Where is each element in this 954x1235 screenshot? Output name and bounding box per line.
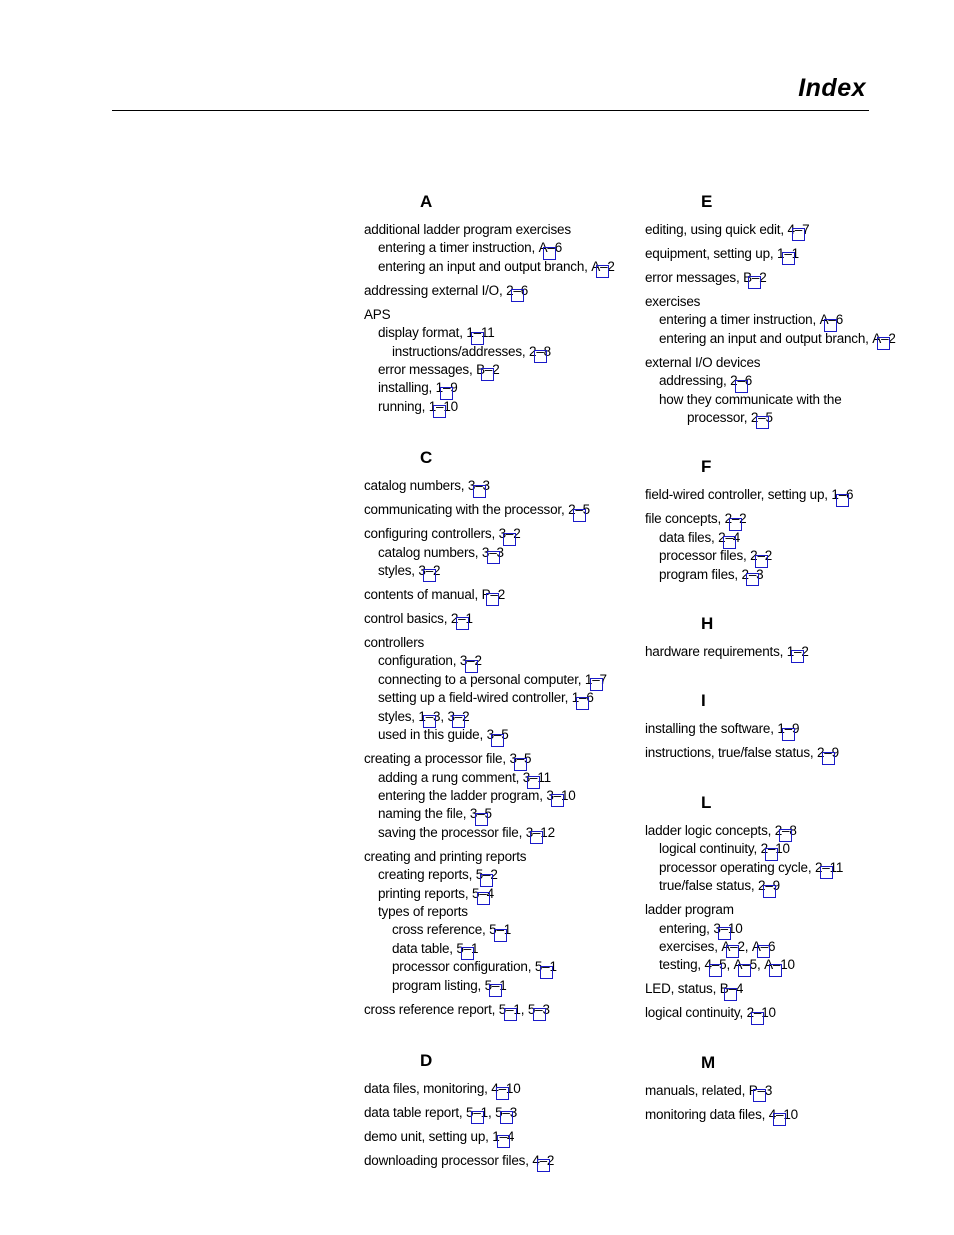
- index-entry-text: downloading processor files,: [364, 1152, 529, 1168]
- page-reference-link[interactable]: A–2: [591, 258, 614, 276]
- page-reference-link[interactable]: 4–2: [532, 1152, 554, 1170]
- page-reference-link[interactable]: 2–2: [750, 547, 772, 565]
- index-entry-text: file concepts,: [645, 511, 721, 527]
- index-entry: [364, 671, 626, 689]
- page-reference-link[interactable]: 2–6: [730, 372, 752, 390]
- index-entry: [645, 643, 935, 661]
- index-entry-text: exercises: [645, 294, 701, 309]
- index-entry-text: installing,: [378, 380, 433, 396]
- page-reference-link[interactable]: 3–5: [470, 805, 492, 823]
- index-entry: [364, 343, 626, 361]
- page-reference-link[interactable]: A–2: [721, 938, 744, 956]
- index-entry: [364, 477, 626, 495]
- page-reference-link[interactable]: 3–11: [523, 769, 551, 787]
- index-entry: [645, 920, 935, 938]
- index-entry: [645, 1004, 935, 1022]
- index-entry: [645, 980, 935, 998]
- index-entry-text: entering a timer instruction,: [659, 312, 817, 328]
- index-entry: [364, 501, 626, 519]
- index-entry-text: entering an input and output branch,: [659, 330, 869, 346]
- index-entry: [364, 379, 626, 397]
- index-entry: [364, 921, 626, 939]
- index-entry-text: field-wired controller, setting up,: [645, 487, 828, 503]
- index-entry-text: cross reference report,: [364, 1001, 496, 1017]
- index-entry-text: demo unit, setting up,: [364, 1128, 489, 1144]
- ref-separator: ,: [487, 1104, 496, 1120]
- page-reference-link[interactable]: 2–10: [747, 1004, 776, 1022]
- index-entry-text: instructions/addresses,: [392, 343, 526, 359]
- index-entry-text: manuals, related,: [645, 1082, 746, 1098]
- index-entry: [364, 769, 626, 787]
- index-entry: [364, 787, 626, 805]
- page-reference-link[interactable]: A–6: [820, 311, 843, 329]
- index-entry-text: configuration,: [378, 653, 457, 669]
- index-entry-text: ladder logic concepts,: [645, 822, 772, 838]
- index-entry-text: used in this guide,: [378, 727, 484, 743]
- index-entry-text: processor,: [687, 410, 748, 426]
- ref-separator: ,: [744, 938, 752, 954]
- index-entry: [364, 610, 626, 628]
- index-entry-text: how they communicate with the: [659, 391, 842, 407]
- index-column-right: [645, 190, 935, 1136]
- index-entry-text: editing, using quick edit,: [645, 222, 784, 237]
- index-entry-text: styles,: [378, 708, 415, 724]
- index-section-c: [364, 446, 626, 1019]
- index-entry: [645, 391, 935, 409]
- index-entry-text: program files,: [659, 566, 738, 582]
- page-reference-link[interactable]: 1–10: [429, 398, 458, 416]
- index-entry: [364, 977, 626, 995]
- index-entry: [645, 293, 935, 311]
- index-entry-text: monitoring data files,: [645, 1106, 766, 1122]
- page-title: Index: [798, 74, 866, 102]
- page-reference-link[interactable]: 5–4: [472, 885, 494, 903]
- index-entry-text: equipment, setting up,: [645, 246, 774, 261]
- index-entry-text: running,: [378, 398, 426, 414]
- page-reference-link[interactable]: 2–9: [758, 877, 780, 895]
- index-column-left: [364, 190, 626, 1182]
- page-reference-link[interactable]: B–2: [743, 269, 766, 287]
- page-reference-link[interactable]: 5–3: [528, 1001, 550, 1019]
- index-entry: [364, 324, 626, 342]
- section-letter: E: [701, 192, 713, 211]
- section-letter: A: [420, 192, 433, 211]
- index-entry: [364, 398, 626, 416]
- index-entry: [364, 1104, 626, 1122]
- index-entry: [645, 720, 935, 738]
- index-entry: [364, 306, 626, 324]
- page-reference-link[interactable]: A–5: [734, 956, 757, 974]
- index-entry-text: control basics,: [364, 611, 448, 627]
- index-entry: [364, 1080, 626, 1098]
- index-section-l: [645, 791, 935, 1023]
- page-reference-link[interactable]: A–2: [872, 330, 895, 348]
- index-entry: [364, 634, 626, 652]
- ref-separator: ,: [756, 957, 765, 973]
- section-letter: L: [701, 792, 712, 812]
- index-entry-text: processor files,: [659, 548, 747, 564]
- page-reference-link[interactable]: 2–5: [568, 501, 590, 519]
- index-entry-text: LED, status,: [645, 981, 717, 997]
- index-entry: [364, 544, 626, 562]
- index-entry-text: error messages,: [645, 270, 740, 285]
- index-entry: [364, 750, 626, 768]
- index-entry: [645, 372, 935, 390]
- index-entry: [645, 744, 935, 762]
- page-reference-link[interactable]: 2–11: [815, 859, 843, 877]
- index-entry: [364, 652, 626, 670]
- page-reference-link[interactable]: 3–12: [526, 824, 555, 842]
- page-reference-link[interactable]: 4–5: [705, 956, 727, 974]
- page-reference-link[interactable]: A–6: [752, 938, 775, 956]
- index-entry: [645, 840, 935, 858]
- index-section-a: [364, 190, 626, 416]
- page-reference-link[interactable]: 4–7: [787, 221, 809, 239]
- section-letter: D: [420, 1050, 433, 1070]
- page-reference-link[interactable]: 5–1: [489, 921, 511, 939]
- ref-separator: ,: [440, 708, 448, 724]
- index-entry: [645, 822, 935, 840]
- index-entry-text: data files, monitoring,: [364, 1080, 488, 1096]
- page-reference-link[interactable]: 2–4: [718, 529, 740, 547]
- index-entry-text: entering the ladder program,: [378, 787, 543, 803]
- index-entry-text: connecting to a personal computer,: [378, 671, 582, 687]
- index-entry-text: installing the software,: [645, 721, 774, 737]
- index-entry: [364, 361, 626, 379]
- index-entry: [364, 824, 626, 842]
- index-entry-text: logical continuity,: [659, 841, 758, 857]
- index-entry: [364, 258, 626, 276]
- index-section-e: [645, 190, 935, 427]
- index-entry: [645, 877, 935, 895]
- page-reference-link[interactable]: 1–1: [777, 245, 799, 263]
- index-entry-text: saving the processor file,: [378, 824, 523, 840]
- index-entry: [645, 269, 935, 287]
- index-entry-text: contents of manual,: [364, 587, 479, 603]
- ref-separator: ,: [726, 957, 734, 973]
- index-entry: [364, 525, 626, 543]
- page-reference-link[interactable]: 2–10: [761, 840, 790, 858]
- page-reference-link[interactable]: 5–1: [456, 940, 478, 958]
- page-reference-link[interactable]: 4–10: [491, 1080, 520, 1098]
- page-reference-link[interactable]: 1–9: [436, 379, 458, 397]
- index-entry-text: processor configuration,: [392, 959, 532, 975]
- index-entry: [364, 903, 626, 921]
- index-entry-text: entering,: [659, 920, 710, 936]
- page-reference-link[interactable]: 2–2: [725, 510, 747, 528]
- index-entry-text: catalog numbers,: [378, 544, 479, 560]
- index-entry: [364, 1001, 626, 1019]
- index-entry: [645, 1082, 935, 1100]
- index-entry-text: creating and printing reports: [364, 848, 527, 864]
- index-entry-text: ladder program: [645, 902, 734, 918]
- section-letter: I: [701, 691, 706, 711]
- page-reference-link[interactable]: B–4: [720, 980, 743, 998]
- index-entry: [364, 958, 626, 976]
- page-reference-link[interactable]: B–2: [476, 361, 499, 379]
- index-section-d: [364, 1049, 626, 1170]
- index-entry-text: addressing,: [659, 373, 727, 389]
- index-entry-text: hardware requirements,: [645, 644, 784, 660]
- index-entry: [364, 708, 626, 726]
- page-reference-link[interactable]: 5–3: [495, 1104, 517, 1122]
- page-reference-link[interactable]: 2–6: [506, 282, 528, 300]
- index-entry: [645, 1106, 935, 1124]
- index-entry-text: additional ladder program exercises: [364, 222, 571, 237]
- index-entry-text: setting up a field-wired controller,: [378, 690, 569, 706]
- index-entry: [364, 726, 626, 744]
- page-reference-link[interactable]: 3–2: [447, 708, 469, 726]
- page-reference-link[interactable]: A–6: [539, 239, 562, 257]
- section-letter: F: [701, 457, 712, 477]
- index-entry-text: catalog numbers,: [364, 478, 465, 494]
- index-entry: [645, 956, 935, 974]
- page-reference-link[interactable]: 2–9: [817, 744, 839, 762]
- index-entry-text: data table,: [392, 940, 453, 956]
- index-entry: [364, 1152, 626, 1170]
- page-reference-link[interactable]: 1–2: [787, 643, 809, 661]
- index-entry-text: creating a processor file,: [364, 751, 506, 767]
- index-entry-text: true/false status,: [659, 878, 755, 894]
- ref-separator: ,: [520, 1001, 528, 1017]
- index-entry: [364, 885, 626, 903]
- index-entry-text: APS: [364, 306, 391, 322]
- page-reference-link[interactable]: 3–3: [468, 477, 490, 495]
- page-reference-link[interactable]: 1–4: [492, 1128, 514, 1146]
- index-section-m: [645, 1051, 935, 1124]
- index-entry-text: exercises,: [659, 938, 718, 954]
- page-reference-link[interactable]: P–2: [482, 586, 505, 604]
- page-reference-link[interactable]: A–10: [764, 956, 795, 974]
- page-reference-link[interactable]: 5–1: [499, 1001, 521, 1019]
- page-reference-link[interactable]: 3–2: [460, 652, 482, 670]
- index-entry-text: configuring controllers,: [364, 526, 496, 542]
- index-entry-text: error messages,: [378, 362, 473, 378]
- index-entry-text: logical continuity,: [645, 1005, 744, 1021]
- index-entry: [645, 354, 935, 372]
- index-entry-text: styles,: [378, 563, 415, 579]
- index-entry-text: instructions, true/false status,: [645, 745, 814, 761]
- index-entry-text: naming the file,: [378, 806, 467, 822]
- index-entry: [645, 510, 935, 528]
- page-reference-link[interactable]: 1–6: [572, 689, 594, 707]
- index-entry-text: communicating with the processor,: [364, 502, 565, 518]
- page-reference-link[interactable]: 3–3: [482, 544, 504, 562]
- index-entry-text: external I/O devices: [645, 354, 761, 370]
- index-entry: [645, 566, 935, 584]
- index-entry: [645, 529, 935, 547]
- index-entry: [645, 311, 935, 329]
- index-entry: [364, 562, 626, 580]
- page-reference-link[interactable]: 5–1: [485, 977, 507, 995]
- index-entry: [645, 938, 935, 956]
- page-reference-link[interactable]: 5–1: [535, 958, 557, 976]
- page-reference-link[interactable]: 2–1: [451, 610, 473, 628]
- page-reference-link[interactable]: 1–11: [466, 324, 494, 342]
- page-reference-link[interactable]: 2–5: [751, 409, 773, 427]
- index-entry: [645, 859, 935, 877]
- index-entry: [364, 239, 626, 257]
- index-entry-text: testing,: [659, 957, 701, 973]
- index-entry-text: cross reference,: [392, 922, 486, 938]
- index-entry-text: program listing,: [392, 977, 482, 993]
- index-entry: [364, 221, 626, 239]
- title-rule: [112, 110, 869, 111]
- page-reference-link[interactable]: 1–7: [585, 671, 607, 689]
- index-entry: [364, 689, 626, 707]
- index-section-h: [645, 612, 935, 661]
- page-reference-link[interactable]: 3–10: [713, 920, 742, 938]
- index-entry-text: creating reports,: [378, 867, 473, 883]
- page-reference-link[interactable]: 3–5: [487, 726, 509, 744]
- index-entry: [364, 282, 626, 300]
- index-entry-text: addressing external I/O,: [364, 282, 503, 298]
- index-entry-text: types of reports: [378, 903, 468, 919]
- index-entry-text: processor operating cycle,: [659, 859, 812, 875]
- page-reference-link[interactable]: P–3: [749, 1082, 772, 1100]
- page-reference-link[interactable]: 2–8: [529, 343, 551, 361]
- page-reference-link[interactable]: 5–1: [466, 1104, 488, 1122]
- index-entry: [645, 245, 935, 263]
- page-reference-link[interactable]: 3–2: [499, 525, 521, 543]
- page-reference-link[interactable]: 1–3: [418, 708, 440, 726]
- index-entry: [364, 848, 626, 866]
- index-entry: [364, 940, 626, 958]
- index-entry-text: entering an input and output branch,: [378, 258, 588, 274]
- index-entry-text: entering a timer instruction,: [378, 240, 536, 256]
- index-entry: [364, 1128, 626, 1146]
- section-letter: H: [701, 614, 714, 634]
- page-reference-link[interactable]: 5–2: [476, 866, 498, 884]
- index-entry: [645, 330, 935, 348]
- page-reference-link[interactable]: 1–9: [777, 720, 799, 738]
- page-reference-link[interactable]: 4–10: [769, 1106, 798, 1124]
- index-entry: [645, 221, 935, 239]
- page-reference-link[interactable]: 3–5: [509, 750, 531, 768]
- page-reference-link[interactable]: 3–2: [418, 562, 440, 580]
- index-entry: [645, 901, 935, 919]
- index-section-i: [645, 689, 935, 762]
- section-letter: M: [701, 1052, 716, 1072]
- index-entry: [645, 486, 935, 504]
- index-entry-text: display format,: [378, 325, 463, 341]
- index-entry-text: adding a rung comment,: [378, 769, 520, 785]
- section-letter: C: [420, 448, 433, 468]
- index-entry-text: printing reports,: [378, 885, 469, 901]
- index-entry: [645, 409, 935, 427]
- page-reference-link[interactable]: 2–8: [775, 822, 797, 840]
- page-reference-link[interactable]: 3–10: [546, 787, 575, 805]
- index-entry-text: data files,: [659, 529, 715, 545]
- index-section-f: [645, 455, 935, 584]
- page-reference-link[interactable]: 2–3: [742, 566, 764, 584]
- index-entry: [645, 547, 935, 565]
- page-reference-link[interactable]: 1–6: [831, 486, 853, 504]
- index-entry: [364, 586, 626, 604]
- index-entry: [364, 866, 626, 884]
- index-entry-text: controllers: [364, 635, 425, 651]
- index-entry-text: data table report,: [364, 1104, 463, 1120]
- index-entry: [364, 805, 626, 823]
